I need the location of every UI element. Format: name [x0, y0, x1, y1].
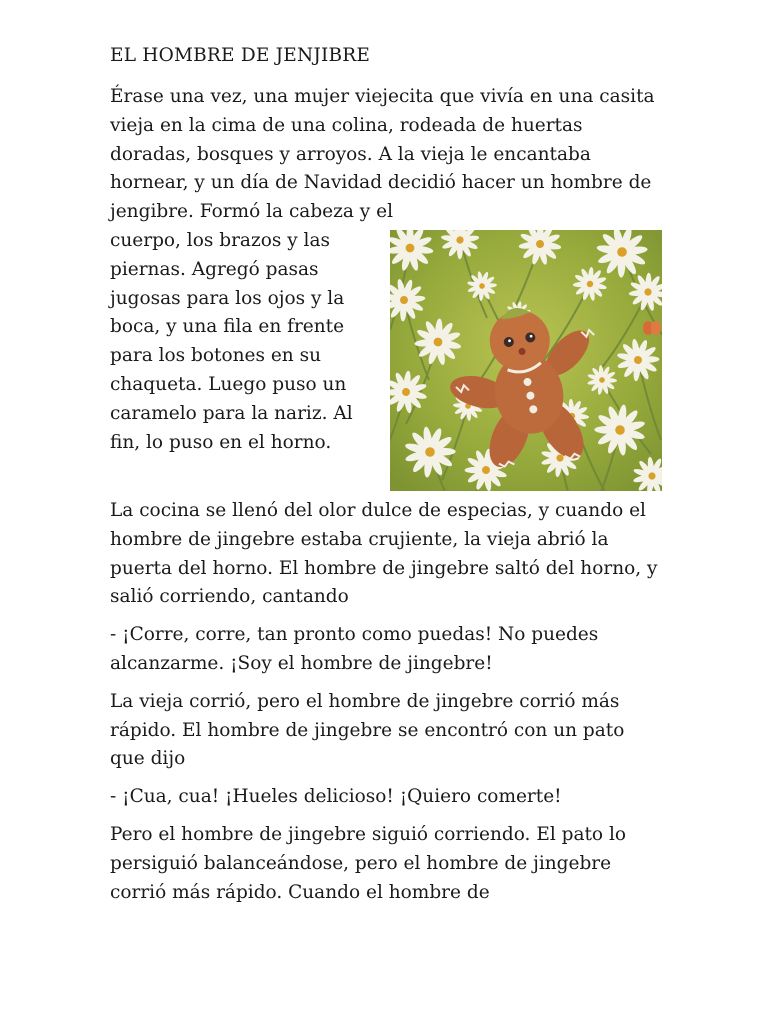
- paragraph-song: - ¡Corre, corre, tan pronto como puedas! No puedes alcanzarme. ¡Soy el hombre de jingebre!: [110, 624, 599, 674]
- gingerbread-man-illustration: [390, 230, 662, 491]
- paragraph-duck-chase: Pero el hombre de jingebre siguió corriendo. El pato lo persiguió balanceándose, pero el hombre de jingebre corrió más rápido. Cuando el hombre de: [110, 823, 626, 903]
- paragraph-duck-quote: - ¡Cua, cua! ¡Hueles delicioso! ¡Quiero comerte!: [110, 786, 562, 808]
- story-title: EL HOMBRE DE JENJIBRE: [110, 45, 371, 66]
- paragraph-kitchen: La cocina se llenó del olor dulce de especias, y cuando el hombre de jingebre estaba crujiente, la vieja abrió la puerta del horno. El hombre de jingebre saltó del horno, y salió corriendo, cantando: [110, 499, 658, 608]
- paragraph-old-woman-runs: La vieja corrió, pero el hombre de jingebre corrió más rápido. El hombre de jingebre se encontró con un pato que dijo: [110, 690, 625, 770]
- paragraph-intro-wrap: cuerpo, los brazos y las piernas. Agregó pasas jugosas para los ojos y la boca, y una fila en frente para los botones en su chaqueta. Luego puso un caramelo para la nariz. Al fin, lo puso en el horno.: [110, 229, 353, 453]
- story-body: [110, 42, 662, 916]
- paragraph-intro: [110, 83, 662, 227]
- paragraph-intro-text: Érase una vez, una mujer viejecita que vivía en una casita vieja en la cima de una colina, rodeada de huertas doradas, bosques y arroyos. A la vieja le encantaba hornear, y un día de Navidad decidió hacer un hombre de jengibre. Formó la cabeza y el: [110, 86, 655, 223]
